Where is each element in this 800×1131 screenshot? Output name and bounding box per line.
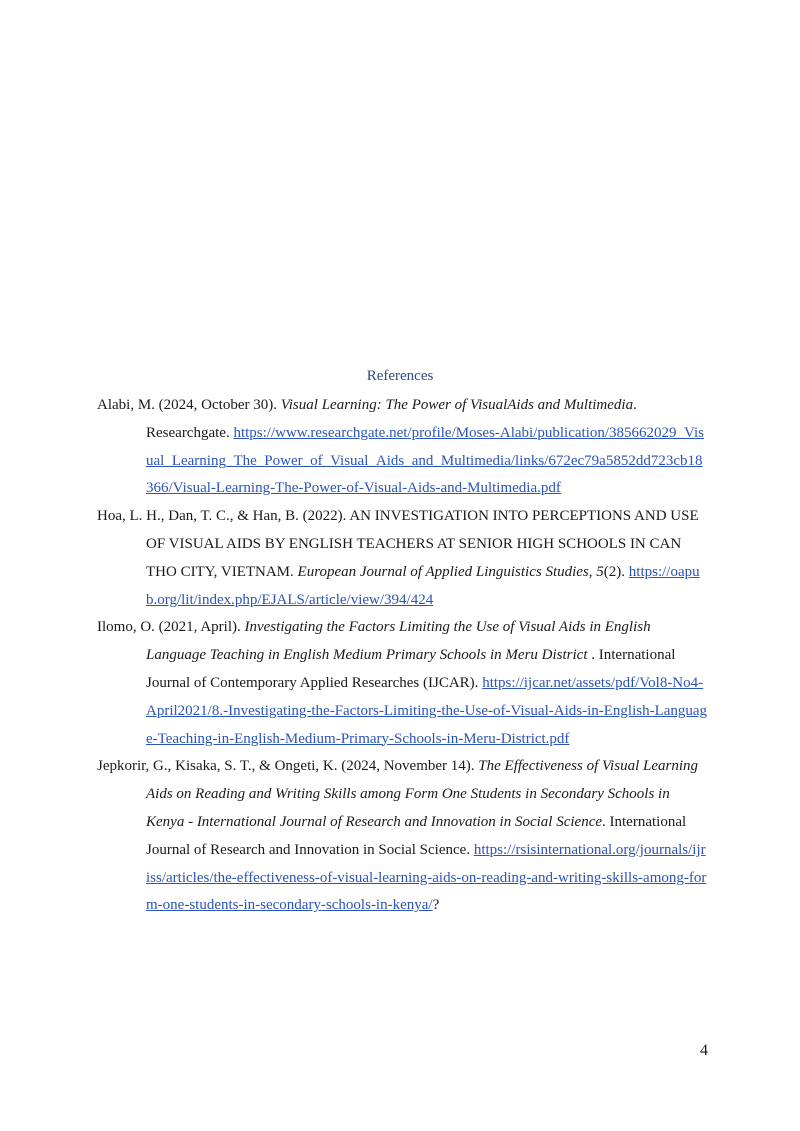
reference-authors-date: Alabi, M. (2024, October 30). [97,397,281,413]
reference-title: The Effectiveness of Visual Learning Aids on Reading and Writing Skills among Form One Students in Secondary Schools in Kenya - International Journal of Research and Innovation in Social Science [146,758,698,830]
reference-entry-hoa [97,503,709,614]
reference-entry-alabi [97,392,709,503]
reference-list [97,392,709,920]
reference-link[interactable]: https://ijcar.net/assets/pdf/Vol8-No4-April2021/8.-Investigating-the-Factors-Limiting-the-Use-of-Visual-Aids-in-English-Language-Teaching-in-English-Medium-Primary-Schools-in-Meru-District.pdf [146,674,708,747]
reference-source: . International Journal of Contemporary Applied Researches (IJCAR). [146,647,676,691]
reference-journal: European Journal of Applied Linguistics Studies [297,563,589,580]
reference-entry-ilomo [97,614,709,753]
reference-separator: , [588,563,597,580]
reference-title: Investigating the Factors Limiting the Use of Visual Aids in English Language Teaching in English Medium Primary Schools in Meru District [146,619,651,664]
reference-authors-date: Jepkorir, G., Kisaka, S. T., & Ongeti, K. (2024, November 14). [97,758,479,775]
reference-authors-date: Ilomo, O. (2021, April). [97,619,245,636]
reference-entry-jepkorir [97,753,709,920]
reference-authors-date: Hoa, L. H., Dan, T. C., & Han, B. (2022). AN INVESTIGATION INTO PERCEPTIONS AND USE OF VISUAL AIDS BY ENGLISH TEACHERS AT SENIOR HIGH SCHOOLS IN CAN THO CITY, VIETNAM. [97,508,699,580]
reference-volume: 5 [596,563,604,580]
reference-title: Visual Learning: The Power of VisualAids and Multimedia [280,397,634,413]
references-heading: References [366,368,434,384]
reference-link[interactable]: https://rsisinternational.org/journals/ijriss/articles/the-effectiveness-of-visual-learning-aids-on-reading-and-writing-skills-among-form-one-students-in-secondary-schools-in-kenya/ [146,841,707,914]
reference-link[interactable]: https://oapub.org/lit/index.php/EJALS/article/view/394/424 [146,563,700,608]
reference-trailing: ? [432,897,440,914]
reference-source: . International Journal of Research and Innovation in Social Science. [146,813,687,858]
reference-link[interactable]: https://www.researchgate.net/profile/Moses-Alabi/publication/385662029_Visual_Learning_The_Power_of_Visual_Aids_and_Multimedia/links/672ec79a5852dd723cb18366/Visual-Learning-The-Power-of-Visual-Aids-and-Multimedia.pdf [146,424,704,497]
page-number: 4 [700,1042,708,1059]
reference-issue: (2). [603,563,629,580]
reference-source: . Researchgate. [146,397,637,441]
